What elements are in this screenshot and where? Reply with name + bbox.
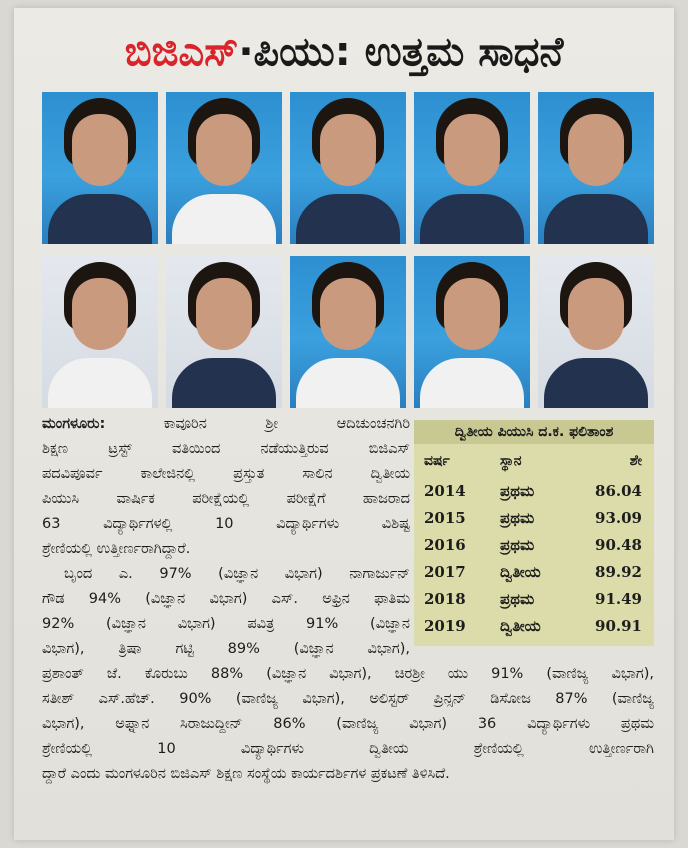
cell-rank: ಪ್ರಥಮ xyxy=(500,536,535,554)
cell-percent: 93.09 xyxy=(595,509,642,527)
cell-percent: 86.04 xyxy=(595,482,642,500)
student-photo xyxy=(42,92,158,244)
headline-brand: ಬಿಜಿಎಸ್ xyxy=(124,29,239,75)
student-photo xyxy=(538,256,654,408)
student-photo-grid xyxy=(42,92,654,410)
cell-rank: ದ್ವಿತೀಯ xyxy=(500,617,541,635)
cell-percent: 90.48 xyxy=(595,536,642,554)
cell-percent: 89.92 xyxy=(595,563,642,581)
table-row xyxy=(414,505,654,531)
results-table-title: ದ್ವಿತೀಯ ಪಿಯುಸಿ ದ.ಕ. ಫಲಿತಾಂಶ xyxy=(414,420,654,444)
dateline: ಮಂಗಳೂರು: xyxy=(42,416,106,432)
student-photo xyxy=(414,92,530,244)
article-line: 63 ವಿದ್ಯಾರ್ಥಿಗಳಲ್ಲಿ 10 ವಿದ್ಯಾರ್ಥಿಗಳು ವಿಶಿಷ್ಟ xyxy=(42,516,410,532)
article-line: 92% (ವಿಜ್ಞಾನ ವಿಭಾಗ) ಪವಿತ್ರ 91% (ವಿಜ್ಞಾನ xyxy=(42,616,410,632)
article-line: ಶಿಕ್ಷಣ ಟ್ರಸ್ಟ್ ವತಿಯಿಂದ ನಡೆಯುತ್ತಿರುವ ಬಿಜಿಎಸ್ xyxy=(42,441,410,457)
cell-percent: 90.91 xyxy=(595,617,642,635)
article-line: ಶ್ರೇಣಿಯಲ್ಲಿ 10 ವಿದ್ಯಾರ್ಥಿಗಳು ದ್ವಿತೀಯ ಶ್ರೇಣಿಯಲ್ಲಿ ಉತ್ತೀರ್ಣರಾಗಿ xyxy=(42,741,654,757)
cell-rank: ಪ್ರಥಮ xyxy=(500,590,535,608)
header-percent: ಶೇ xyxy=(629,453,642,469)
headline xyxy=(14,22,674,82)
student-photo xyxy=(166,92,282,244)
table-row xyxy=(414,559,654,585)
results-table-header xyxy=(414,448,654,474)
table-row xyxy=(414,532,654,558)
newspaper-clipping xyxy=(14,8,674,840)
article-line: ಪ್ರಶಾಂತ್ ಜೆ. ಕೊರುಬು 88% (ವಿಜ್ಞಾನ ವಿಭಾಗ), ಚಿರಶ್ರೀ ಯು 91% (ವಾಣಿಜ್ಯ ವಿಭಾಗ), xyxy=(42,666,654,682)
cell-year: 2015 xyxy=(424,509,466,527)
headline-title: ·ಪಿಯು: ಉತ್ತಮ ಸಾಧನೆ xyxy=(238,29,564,75)
article-line: ಪಿಯುಸಿ ವಾರ್ಷಿಕ ಪರೀಕ್ಷೆಯಲ್ಲಿ ಪರೀಕ್ಷೆಗೆ ಹಾಜರಾದ xyxy=(42,491,410,507)
cell-rank: ದ್ವಿತೀಯ xyxy=(500,563,541,581)
article-line: ಸತೀಶ್ ಎಸ್.ಹೆಚ್. 90% (ವಾಣಿಜ್ಯ ವಿಭಾಗ), ಅಲಿಸ್ಟರ್ ಪ್ರಿನ್ಸನ್ ಡಿಸೋಜ 87% (ವಾಣಿಜ್ಯ xyxy=(42,691,654,707)
cell-year: 2018 xyxy=(424,590,466,608)
article-line: ಪದವಿಪೂರ್ವ ಕಾಲೇಜಿನಲ್ಲಿ ಪ್ರಸ್ತುತ ಸಾಲಿನ ದ್ವಿತೀಯ xyxy=(42,466,410,482)
cell-rank: ಪ್ರಥಮ xyxy=(500,482,535,500)
table-row xyxy=(414,586,654,612)
article-line: ಶ್ರೇಣಿಯಲ್ಲಿ ಉತ್ತೀರ್ಣರಾಗಿದ್ದಾರೆ. xyxy=(42,541,191,557)
article-line: ಗೌಡ 94% (ವಿಜ್ಞಾನ ವಿಭಾಗ) ಎಸ್. ಅಫ್ರಿನ ಫಾತಿಮ xyxy=(42,591,410,607)
article-line: ಬೃಂದ ಎ. 97% (ವಿಜ್ಞಾನ ವಿಭಾಗ) ನಾಗಾರ್ಜುನ್ xyxy=(64,566,410,582)
results-table-box xyxy=(414,420,654,646)
student-photo xyxy=(538,92,654,244)
student-photo xyxy=(290,92,406,244)
table-row xyxy=(414,613,654,639)
header-year: ವರ್ಷ xyxy=(424,453,450,469)
article-line: ವಿಭಾಗ), ತ್ರಿಷಾ ಗಟ್ಟಿ 89% (ವಿಜ್ಞಾನ ವಿಭಾಗ), xyxy=(42,641,410,657)
student-photo xyxy=(166,256,282,408)
article-line: ಮಂಗಳೂರು: ಕಾವೂರಿನ ಶ್ರೀ ಆದಿಚುಂಚನಗಿರಿ xyxy=(42,416,410,432)
article-line: ವಿಭಾಗ), ಅಫ್ನಾನ ಸಿರಾಜುದ್ದೀನ್ 86% (ವಾಣಿಜ್ಯ ವಿಭಾಗ) 36 ವಿದ್ಯಾರ್ಥಿಗಳು ಪ್ರಥಮ xyxy=(42,716,654,732)
cell-year: 2014 xyxy=(424,482,466,500)
student-photo xyxy=(290,256,406,408)
header-rank: ಸ್ಥಾನ xyxy=(500,453,522,469)
table-row xyxy=(414,478,654,504)
cell-year: 2017 xyxy=(424,563,466,581)
cell-percent: 91.49 xyxy=(595,590,642,608)
student-photo xyxy=(414,256,530,408)
student-photo xyxy=(42,256,158,408)
cell-year: 2019 xyxy=(424,617,466,635)
cell-year: 2016 xyxy=(424,536,466,554)
cell-rank: ಪ್ರಥಮ xyxy=(500,509,535,527)
article-line: ದ್ದಾರೆ ಎಂದು ಮಂಗಳೂರಿನ ಬಿಜಿಎಸ್ ಶಿಕ್ಷಣ ಸಂಸ್ಥೆಯ ಕಾರ್ಯದರ್ಶಿಗಳ ಪ್ರಕಟಣೆ ತಿಳಿಸಿದೆ. xyxy=(42,766,450,782)
